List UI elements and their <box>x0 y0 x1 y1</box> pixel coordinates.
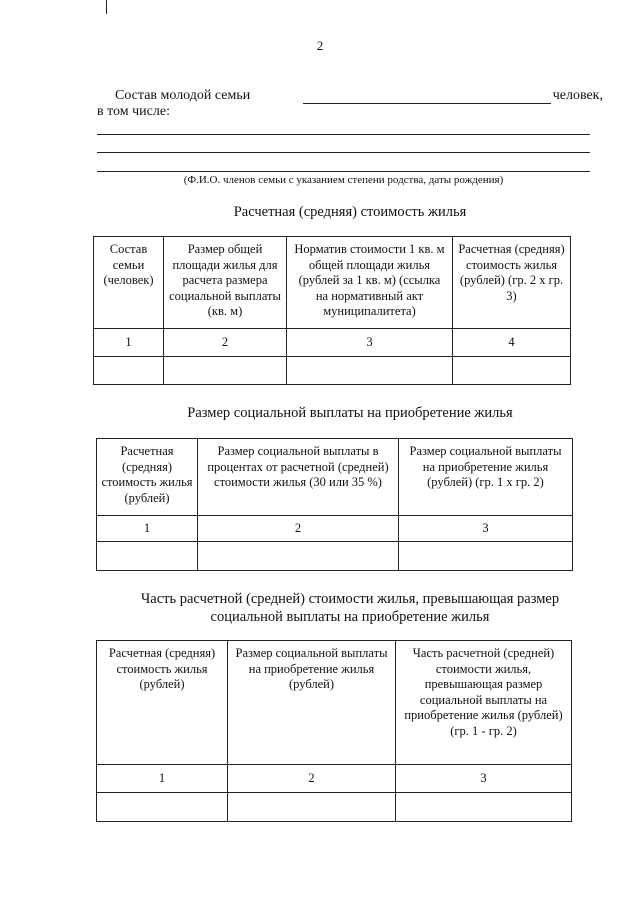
family-size-blank <box>303 103 551 104</box>
header-cell: Размер социальной выплаты на приобретение жилья (рублей) <box>228 641 396 765</box>
table-header-row <box>97 439 573 516</box>
column-number: 2 <box>228 765 396 793</box>
housing-cost-table <box>93 236 571 385</box>
family-size-unit: человек, <box>552 88 603 103</box>
section-title-cost-excess <box>0 590 640 626</box>
column-number: 3 <box>399 516 573 542</box>
empty-cell <box>399 542 573 571</box>
column-number: 2 <box>198 516 399 542</box>
empty-data-row <box>97 542 573 571</box>
column-number: 3 <box>287 329 453 357</box>
including-label: в том числе: <box>97 104 170 119</box>
header-cell: Норматив стоимости 1 кв. м общей площади жилья (рублей за 1 кв. м) (ссылка на нормативный акт муниципалитета) <box>287 237 453 329</box>
column-number: 4 <box>453 329 571 357</box>
empty-cell <box>396 793 572 822</box>
column-number: 1 <box>97 765 228 793</box>
table-header-row <box>94 237 571 329</box>
header-cell: Размер социальной выплаты в процентах от расчетной (средней) стоимости жилья (30 или 35 %) <box>198 439 399 516</box>
empty-cell <box>228 793 396 822</box>
column-number: 1 <box>97 516 198 542</box>
family-composition-label: Состав молодой семьи <box>115 88 251 103</box>
column-number-row <box>97 516 573 542</box>
column-number: 3 <box>396 765 572 793</box>
empty-data-row <box>97 793 572 822</box>
social-payment-table <box>96 438 573 571</box>
member-line-2 <box>97 152 590 153</box>
header-cell: Состав семьи (человек) <box>94 237 164 329</box>
section-title-social-payment: Размер социальной выплаты на приобретение жилья <box>187 405 513 421</box>
section-title-housing-cost: Расчетная (средняя) стоимость жилья <box>233 204 467 220</box>
empty-cell <box>287 357 453 385</box>
header-cell: Расчетная (средняя) стоимость жилья (рублей) <box>97 439 198 516</box>
page-number: 2 <box>316 38 324 53</box>
header-cell: Расчетная (средняя) стоимость жилья (рублей) <box>97 641 228 765</box>
empty-cell <box>97 542 198 571</box>
member-line-1 <box>97 134 590 135</box>
empty-cell <box>453 357 571 385</box>
column-number: 2 <box>164 329 287 357</box>
section-title-cost-excess-text: Часть расчетной (средней) стоимости жилья, превышающая размер социальной выплаты на приобретение жилья <box>140 591 560 625</box>
header-cell: Часть расчетной (средней) стоимости жилья, превышающая размер социальной выплаты на приобретение жилья (рублей) (гр. 1 - гр. 2) <box>396 641 572 765</box>
empty-data-row <box>94 357 571 385</box>
header-cell: Размер социальной выплаты на приобретение жилья (рублей) (гр. 1 х гр. 2) <box>399 439 573 516</box>
member-line-3 <box>97 171 590 172</box>
empty-cell <box>164 357 287 385</box>
corner-mark <box>0 0 107 14</box>
column-number-row <box>94 329 571 357</box>
column-number: 1 <box>94 329 164 357</box>
members-caption: (Ф.И.О. членов семьи с указанием степени родства, даты рождения) <box>183 174 504 186</box>
cost-excess-table <box>96 640 572 822</box>
empty-cell <box>94 357 164 385</box>
empty-cell <box>198 542 399 571</box>
empty-cell <box>97 793 228 822</box>
column-number-row <box>97 765 572 793</box>
table-header-row <box>97 641 572 765</box>
header-cell: Размер общей площади жилья для расчета размера социальной выплаты (кв. м) <box>164 237 287 329</box>
header-cell: Расчетная (средняя) стоимость жилья (рублей) (гр. 2 х гр. 3) <box>453 237 571 329</box>
family-composition-line <box>115 88 603 108</box>
